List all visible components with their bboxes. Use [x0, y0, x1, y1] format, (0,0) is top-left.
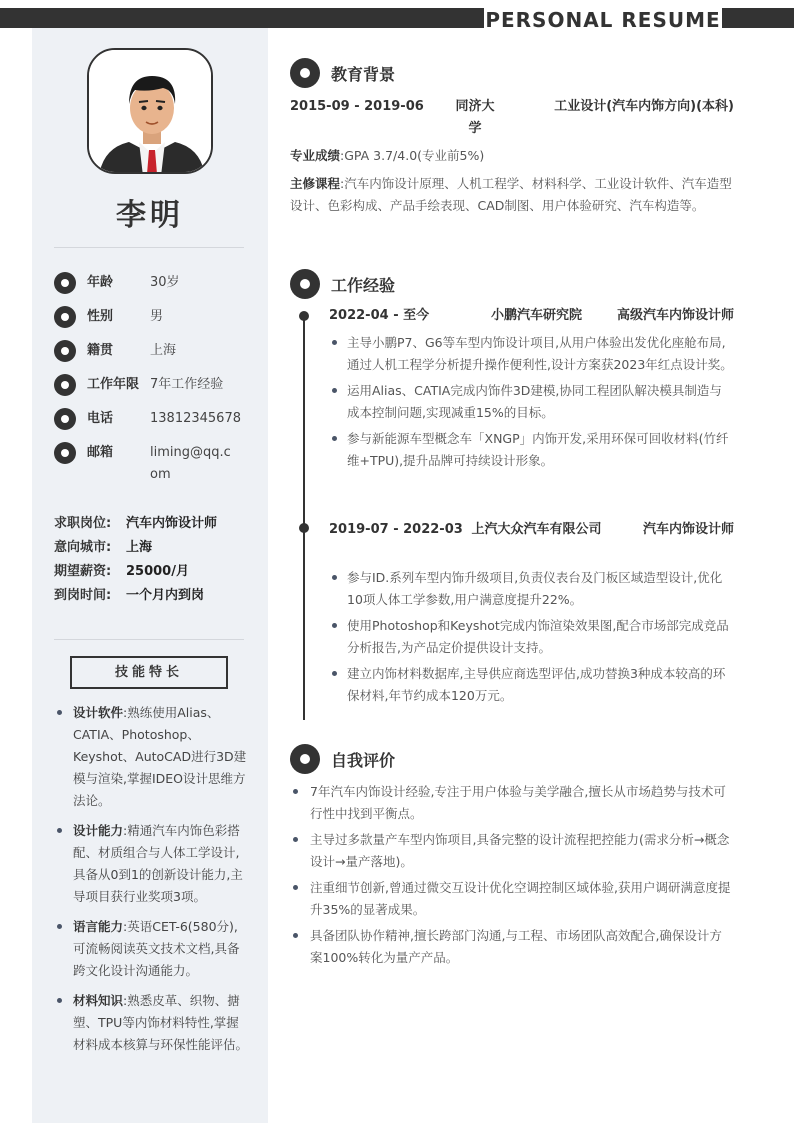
skill-name: 材料知识	[73, 993, 124, 1008]
job-intent-value: 25000/月	[126, 564, 189, 579]
job-intent-label: 到岗时间:	[54, 588, 112, 603]
work-section-header	[290, 269, 395, 299]
courses-label: 主修课程	[290, 176, 341, 191]
job-intent-item	[54, 584, 254, 608]
job-intent-item	[54, 560, 254, 584]
info-label: 籍贯	[87, 343, 114, 358]
job-bullets	[329, 332, 734, 476]
job-intent-list	[54, 512, 254, 608]
job-intent-value: 上海	[126, 540, 153, 555]
self-eval-item: 7年汽车内饰设计经验,专注于用户体验与美学融合,擅长从市场趋势与技术可行性中找到平衡点。	[290, 781, 734, 825]
skill-text: :精通汽车内饰色彩搭配、材质组合与人体工学设计,具备从0到1的创新设计能力,主导项目获行业奖项3项。	[73, 823, 243, 904]
job-company: 上汽大众汽车有限公司	[471, 522, 602, 537]
self-eval-item: 注重细节创新,曾通过微交互设计优化空调控制区域体验,获用户调研满意度提升35%的显著成果。	[290, 877, 734, 921]
skill-item	[54, 990, 250, 1056]
info-label: 工作年限	[87, 377, 140, 392]
age-icon	[54, 272, 76, 294]
sidebar	[32, 28, 268, 1123]
job-bullets	[329, 567, 734, 711]
avatar	[87, 48, 213, 174]
resume-title: PERSONAL RESUME	[485, 8, 721, 32]
section-title: 教育背景	[331, 64, 396, 84]
info-label: 邮箱	[87, 445, 114, 460]
skill-text: :熟练使用Alias、CATIA、Photoshop、Keyshot、AutoCAD进行3D建模与渲染,掌握IDEO设计思维方法论。	[73, 705, 247, 808]
info-value: 13812345678	[150, 411, 241, 426]
education-courses	[290, 173, 734, 217]
sidebar-divider	[54, 639, 244, 640]
skill-name: 语言能力	[73, 919, 124, 934]
info-item-phone	[54, 408, 254, 430]
education-row	[290, 96, 734, 140]
job-bullet: 建立内饰材料数据库,主导供应商选型评估,成功替换3种成本较高的环保材料,年节约成本120万元。	[329, 663, 734, 707]
info-value: liming@qq.com	[150, 445, 231, 482]
experience-icon	[54, 374, 76, 396]
info-value: 30岁	[150, 275, 180, 290]
skills-title: 技能特长	[70, 656, 228, 689]
job-date: 2019-07 - 2022-03	[329, 522, 463, 537]
skill-item	[54, 702, 250, 812]
skills-list	[54, 702, 250, 1064]
info-item-hometown	[54, 340, 254, 362]
job-header	[329, 305, 734, 327]
skill-name: 设计能力	[73, 823, 124, 838]
job-company: 小鹏汽车研究院	[490, 308, 582, 323]
self-eval-item: 主导过多款量产车型内饰项目,具备完整的设计流程把控能力(需求分析→概念设计→量产落地)。	[290, 829, 734, 873]
info-label: 性别	[87, 309, 114, 324]
section-title: 自我评价	[331, 750, 396, 770]
gender-icon	[54, 306, 76, 328]
job-position: 高级汽车内饰设计师	[616, 308, 734, 323]
hometown-icon	[54, 340, 76, 362]
info-value: 男	[150, 309, 164, 324]
job-bullet: 使用Photoshop和Keyshot完成内饰渲染效果图,配合市场部完成竞品分析报告,为产品定价提供设计支持。	[329, 615, 734, 659]
job-bullet: 运用Alias、CATIA完成内饰件3D建模,协同工程团队解决模具制造与成本控制问题,实现减重15%的目标。	[329, 380, 734, 424]
info-value: 7年工作经验	[150, 377, 224, 392]
job-header	[329, 519, 734, 541]
work-timeline	[303, 312, 305, 720]
sidebar-divider	[54, 247, 244, 248]
email-icon	[54, 442, 76, 464]
self-eval-list	[290, 781, 734, 973]
self-eval-item: 具备团队协作精神,擅长跨部门沟通,与工程、市场团队高效配合,确保设计方案100%转化为量产产品。	[290, 925, 734, 969]
info-item-email	[54, 442, 254, 486]
education-school: 同济大学	[455, 99, 495, 136]
job-intent-label: 意向城市:	[54, 540, 112, 555]
timeline-dot	[299, 523, 309, 533]
profile-name: 李明	[116, 198, 184, 233]
info-item-age	[54, 272, 254, 294]
job-intent-label: 期望薪资:	[54, 564, 112, 579]
self-eval-section-header	[290, 744, 395, 774]
courses-value: :汽车内饰设计原理、人机工程学、材料科学、工业设计软件、汽车造型设计、色彩构成、产品手绘表现、CAD制图、用户体验研究、汽车构造等。	[290, 176, 732, 213]
info-label: 年龄	[87, 275, 114, 290]
info-value: 上海	[150, 343, 177, 358]
skill-item	[54, 820, 250, 908]
info-label: 电话	[87, 411, 114, 426]
job-date: 2022-04 - 至今	[329, 308, 430, 323]
education-icon	[290, 58, 320, 88]
skill-name: 设计软件	[73, 705, 124, 720]
job-position: 汽车内饰设计师	[642, 522, 734, 537]
self-eval-icon	[290, 744, 320, 774]
info-item-experience	[54, 374, 254, 396]
timeline-dot	[299, 311, 309, 321]
score-label: 专业成绩	[290, 148, 341, 163]
personal-info-list	[54, 272, 254, 498]
skill-item	[54, 916, 250, 982]
header-bar-left	[0, 8, 484, 28]
education-score	[290, 145, 734, 167]
portrait-illustration	[89, 50, 213, 174]
skill-text: :熟悉皮革、织物、搪塑、TPU等内饰材料特性,掌握材料成本核算与环保性能评估。	[73, 993, 249, 1052]
phone-icon	[54, 408, 76, 430]
job-intent-value: 汽车内饰设计师	[126, 516, 218, 531]
skill-text: :英语CET-6(580分),可流畅阅读英文技术文档,具备跨文化设计沟通能力。	[73, 919, 240, 978]
job-intent-label: 求职岗位:	[54, 516, 112, 531]
job-bullet: 主导小鹏P7、G6等车型内饰设计项目,从用户体验出发优化座舱布局,通过人机工程学分析提升操作便利性,设计方案获2023年红点设计奖。	[329, 332, 734, 376]
education-major: 工业设计(汽车内饰方向)(本科)	[554, 99, 734, 114]
job-intent-item	[54, 536, 254, 560]
job-bullet: 参与ID.系列车型内饰升级项目,负责仪表台及门板区域造型设计,优化10项人体工学参数,用户满意度提升22%。	[329, 567, 734, 611]
education-section-header	[290, 58, 395, 88]
job-intent-value: 一个月内到岗	[126, 588, 205, 603]
job-bullet: 参与新能源车型概念车「XNGP」内饰开发,采用环保可回收材料(竹纤维+TPU),提升品牌可持续设计形象。	[329, 428, 734, 472]
score-value: :GPA 3.7/4.0(专业前5%)	[340, 148, 485, 163]
header-bar-right	[722, 8, 794, 28]
education-date: 2015-09 - 2019-06	[290, 99, 424, 114]
info-item-gender	[54, 306, 254, 328]
section-title: 工作经验	[331, 275, 396, 295]
job-intent-item	[54, 512, 254, 536]
work-icon	[290, 269, 320, 299]
